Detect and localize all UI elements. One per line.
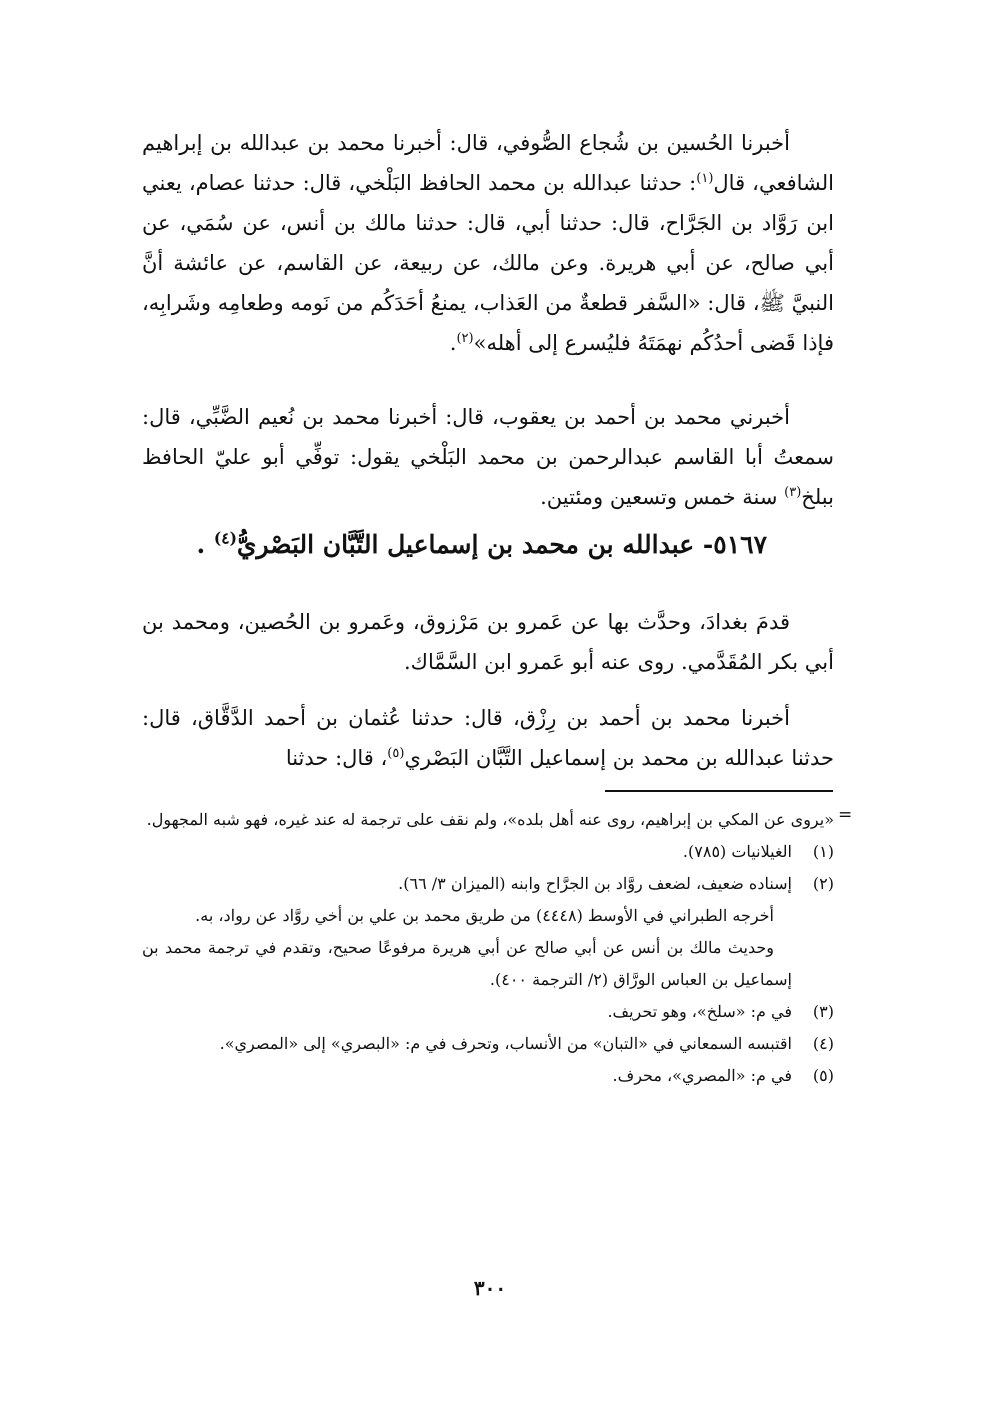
footnote-separator [605, 790, 833, 792]
footnote-ref-3: (٣) [784, 485, 802, 500]
paragraph-4-start: أخبرنا محمد بن أحمد بن رِزْق، قال: حدثنا عُثمان بن أحمد الدَّقَّاق، قال: حدثنا عبدالله بن محمد بن إسماعيل التَّبَّان البَصْري [142, 706, 834, 770]
paragraph-1-text [142, 123, 834, 363]
paragraph-2-rest: سنة خمس وتسعين ومئتين. [540, 485, 785, 509]
footnote-5 [142, 1060, 834, 1092]
footnote-number: (٥) [812, 1066, 834, 1085]
paragraph-1-rest: : حدثنا عبدالله بن محمد الحافظ البَلْخي، قال: حدثنا عصام، يعني ابن رَوَّاد بن الجَرَّاح، قال: حدثنا أبي، قال: حدثنا مالك بن أنس، عن سُمَي، عن أبي صالح، عن أبي هريرة. وعن مالك، عن ربيعة، عن القاسم، عن عائشة أنَّ النبيَّ ﷺ، قال: «السَّفر قطعةٌ من العَذاب، يمنعُ أحَدَكُم من نَومه وطعامِه وشَرابِه، فإذا قَضى أحدُكُم نهمَتَهُ فليُسرع إلى أهله» [142, 171, 834, 355]
footnote-text: الغيلانيات (٧٨٥). [682, 842, 792, 861]
paragraph-2 [142, 397, 834, 517]
paragraph-4 [142, 698, 834, 778]
footnote-1 [142, 836, 834, 868]
paragraph-1 [142, 123, 834, 363]
entry-heading [196, 530, 767, 559]
footnote-2 [142, 868, 834, 900]
paragraph-2-start: أخبرني محمد بن أحمد بن يعقوب، قال: أخبرنا محمد بن نُعيم الضَّبِّي، قال: سمعتُ أبا القاسم عبدالرحمن بن محمد البَلْخي يقول: توفِّي أبو عليّ الحافظ ببلخ [142, 405, 834, 509]
footnote-text: إسناده ضعيف، لضعف روَّاد بن الجرَّاح وابنه (الميزان ٣/ ٦٦). [398, 874, 792, 893]
footnote-2-detail: وحديث مالك بن أنس عن أبي صالح عن أبي هريرة مرفوعًا صحيح، وتقدم في ترجمة محمد بن إسماعيل بن العباس الورَّاق (٢/ الترجمة ٤٠٠). [142, 938, 792, 989]
continuation-mark: = [838, 805, 853, 825]
footnote-text: في م: «سلخ»، وهو تحريف. [607, 1002, 792, 1021]
paragraph-2-text [142, 397, 834, 517]
paragraph-1-start: أخبرنا الحُسين بن شُجاع الصُّوفي، قال: أخبرنا محمد بن عبدالله بن إبراهيم الشافعي، قال [142, 131, 835, 195]
paragraph-4-text [142, 698, 834, 778]
footnote-ref-5: (٥) [387, 746, 405, 761]
page-number: ٣٠٠ [473, 1276, 507, 1300]
footnote-3 [142, 996, 834, 1028]
footnotes [142, 804, 834, 1092]
footnote-ref-1: (١) [696, 171, 714, 186]
paragraph-1-end: . [449, 331, 457, 355]
entry-heading-end: . [196, 530, 206, 559]
footnote-2-detail: أخرجه الطبراني في الأوسط (٤٤٤٨) من طريق محمد بن علي بن أخي روَّاد عن رواد، به. [195, 906, 774, 925]
footnote-number: (٢) [812, 874, 834, 893]
footnote-number: (١) [812, 842, 834, 861]
footnote-text: اقتبسه السمعاني في «التبان» من الأنساب، وتحرف في م: «البصري» إلى «المصري». [219, 1034, 792, 1053]
paragraph-3-text: قدمَ بغدادَ، وحدَّث بها عن عَمرو بن مَرْزوق، وعَمرو بن الحُصين، ومحمد بن أبي بكر المُقَدَّمي. روى عنه أبو عَمرو ابن السَّمَّاك. [142, 610, 834, 674]
footnote-ref-4: (٤) [213, 528, 237, 548]
footnote-continuation: «يروى عن المكي بن إبراهيم، روى عنه أهل بلده»، ولم نقف على ترجمة له عند غيره، فهو شبه المجهول. [146, 810, 834, 829]
footnote-number: (٣) [812, 1002, 834, 1021]
footnote-number: (٤) [812, 1034, 834, 1053]
entry-number: ٥١٦٧- [702, 530, 767, 559]
entry-name: عبدالله بن محمد بن إسماعيل التَّبَّان البَصْريُّ [236, 530, 695, 559]
footnote-ref-2: (٢) [456, 331, 474, 346]
footnote-text: في م: «المصري»، محرف. [612, 1066, 792, 1085]
footnote-4 [142, 1028, 834, 1060]
paragraph-3 [142, 602, 834, 682]
paragraph-4-rest: ، قال: حدثنا [285, 746, 388, 770]
